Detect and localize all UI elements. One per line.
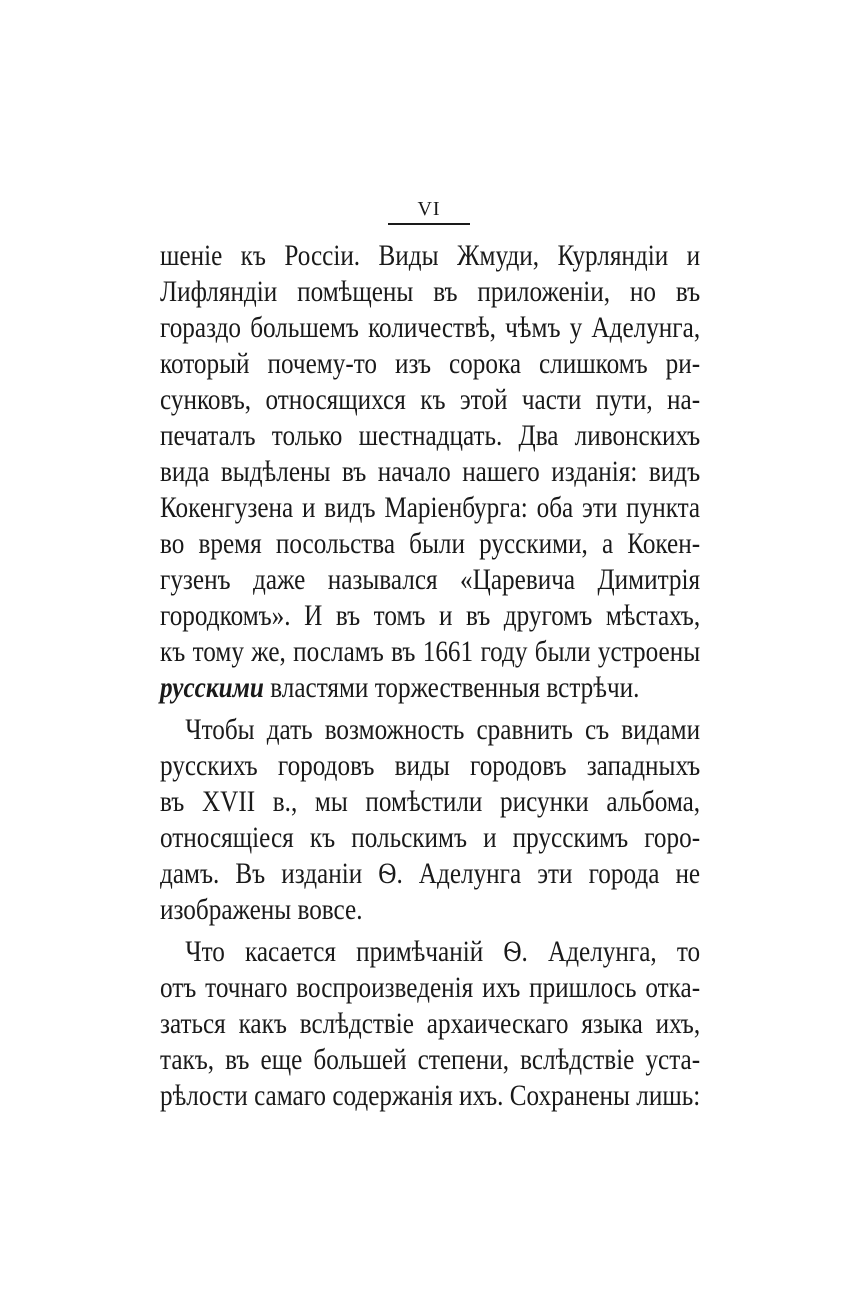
text-line: сунковъ, относящихся къ этой части пути, на- — [160, 383, 701, 416]
text-line: заться какъ вслѣдствіе архаическаго языка ихъ, — [160, 1007, 701, 1040]
text-line: во время посольства были русскими, а Кокен- — [160, 527, 701, 560]
text-line: къ тому же, посламъ въ 1661 году были устроены — [160, 635, 701, 668]
text-line: русскихъ городовъ виды городовъ западныхъ — [160, 749, 701, 782]
header-rule — [388, 223, 470, 225]
text-line: отъ точнаго воспроизведенія ихъ пришлось отка- — [160, 971, 701, 1004]
text-line: который почему-то изъ сорока слишкомъ ри- — [160, 347, 701, 380]
text-run: властями торжественныя встрѣчи. — [263, 671, 640, 704]
text-line: вида выдѣлены въ начало нашего изданія: видъ — [160, 455, 701, 488]
text-line: гораздо большемъ количествѣ, чѣмъ у Аделунга, — [160, 311, 701, 344]
paragraph — [160, 238, 700, 706]
body-text — [160, 238, 700, 1114]
text-line: изображены вовсе. — [160, 893, 363, 926]
text-line: Кокенгузена и видъ Маріенбурга: оба эти пункта — [160, 491, 701, 524]
italic-word: русскими — [160, 671, 264, 704]
text-line: въ XVII в., мы помѣстили рисунки альбома, — [160, 785, 701, 818]
text-line: относящіеся къ польскимъ и прусскимъ горо- — [160, 821, 701, 854]
text-line: рѣлости самаго содержанія ихъ. Сохранены лишь: — [160, 1079, 701, 1112]
text-line: Что касается примѣчаній Ѳ. Аделунга, то — [185, 935, 701, 968]
page-number: VI — [417, 198, 441, 220]
text-line: такъ, въ еще большей степени, вслѣдствіе уста- — [160, 1043, 701, 1076]
text-line: Чтобы дать возможность сравнить съ видами — [185, 713, 701, 746]
running-head — [0, 198, 857, 228]
text-line: дамъ. Въ изданіи Ѳ. Аделунга эти города не — [160, 857, 701, 890]
text-line: Лифляндіи помѣщены въ приложеніи, но въ — [160, 275, 701, 308]
text-line: гузенъ даже назывался «Царевича Димитрія — [160, 563, 701, 596]
text-line: городкомъ». И въ томъ и въ другомъ мѣстахъ, — [160, 599, 701, 632]
text-line: печаталъ только шестнадцать. Два ливонскихъ — [160, 419, 701, 452]
text-line — [160, 670, 700, 706]
paragraph — [160, 712, 700, 928]
paragraph — [160, 934, 700, 1114]
text-line: шеніе къ Россіи. Виды Жмуди, Курляндіи и — [160, 239, 701, 272]
